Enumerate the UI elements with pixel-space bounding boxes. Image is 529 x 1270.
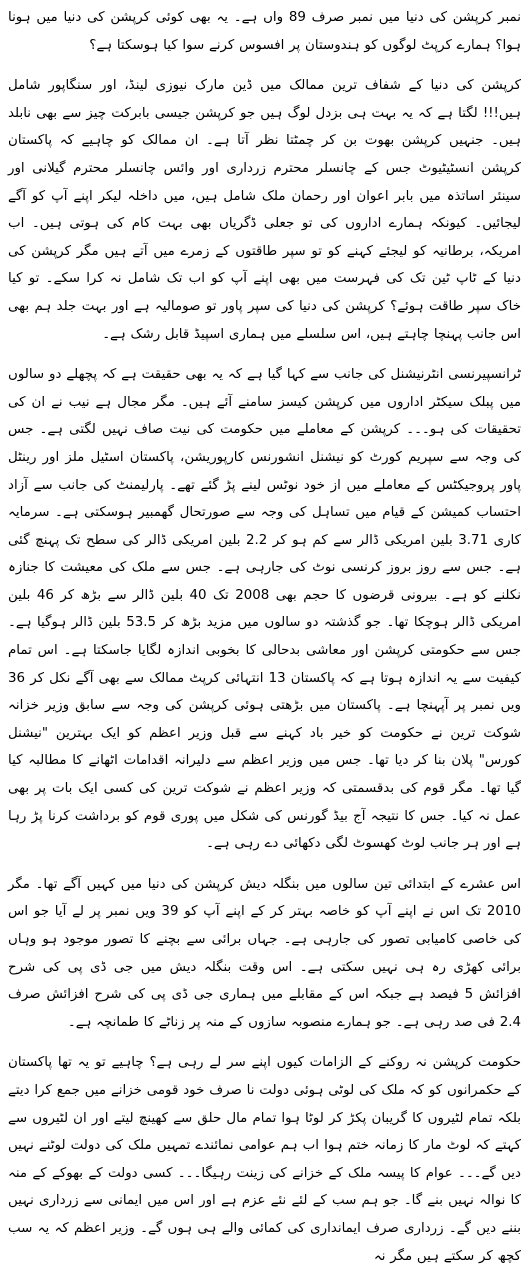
article-paragraph-2: کرپشن کی دنیا کے شفاف ترین ممالک میں ڈین مارک نیوزی لینڈ، اور سنگاپور شامل ہیں!!! لگتا ہے کہ یہ بہت ہی بزدل لوگ ہیں جو کرپشن جیسی بابرکت چیز سے بھی نابلد ہیں۔ جنہیں کرپشن بھوت بن کر چمٹتا نظر آتا ہے۔ ان ممالک کو چاہیے کہ پاکستان کرپشن انسٹیٹیوٹ جس کے چانسلر محترم زرداری اور وائس چانسلر محترم گیلانی اور سینئر اساتذہ میں بابر اعوان اور رحمان ملک شامل ہیں، میں داخلہ لیکر اپنے آپ کو آگے لیجائیں۔ کیونکہ ہمارے اداروں کی تو جعلی ڈگریاں بھی بہت کام کی ہوتی ہیں۔ اب امریکہ، برطانیہ کو لیجئے کہنے کو تو سپر طاقتوں کے زمرے میں آتے ہیں مگر کرپشن کی دنیا کے ٹاپ ٹین تک کی فہرست میں بھی اپنے آپ کو اب تک شامل نہ کرا سکے۔ تو کیا خاک سپر طاقت ہوئے؟ کرپشن کی دنیا کی سپر پاور تو صومالیہ ہے اور بہت جلد ہم بھی اس جانب پہنچا چاہتے ہیں، اس سلسلے میں ہماری اسپیڈ قابل رشک ہے۔ xyxy=(8,78,521,342)
article-paragraph-5: حکومت کرپشن نہ روکنے کے الزامات کیوں اپنے سر لے رہی ہے؟ چاہیے تو یہ تھا پاکستان کے حکمرانوں کو کہ ملک کی لوٹی ہوئی دولت نا صرف خود قومی خزانے میں جمع کرا دیتے بلکہ تمام لٹیروں کا گریبان پکڑ کر لوٹا ہوا تمام مال حلق سے کھینچ لیتے اور ان لٹیروں سے کہتے کہ لوٹ مار کا زمانہ ختم ہوا اب ہم عوامی نمائندے تمہیں ملک کی دولت لوٹنے نہیں دیں گے۔۔۔ عوام کا پیسہ ملک کے خزانے کی زینت رہیگا۔۔۔ کسی دولت کے بھوکے کے منہ کا نوالہ نہیں بنے گا۔ جو ہم سب کے لئے نئے عزم ہے اور اس میں ایمانی سے زرداری نہیں بننے دیں گے۔ زرداری صرف ایمانداری کی کمائی والے ہی ہوں گے۔ وزیر اعظم کہ یہ سب کچھ کر سکتے ہیں مگر نہ xyxy=(8,1055,521,1264)
article-paragraph-1: نمبر کرپشن کی دنیا میں نمبر صرف 89 واں ہے۔ یہ بھی کوئی کرپشن کی دنیا میں ہونا ہوا؟ ہمارے کرپٹ لوگوں کو ہندوستان پر افسوس کرنے سوا کیا ہوسکتا ہے؟ xyxy=(8,10,521,53)
article-paragraph-3: ٹرانسپیرنسی انٹرنیشنل کی جانب سے کہا گیا ہے کہ یہ بھی حقیقت ہے کہ پچھلے دو سالوں میں پبلک سیکٹر اداروں میں کرپشن کیسز سامنے آئے ہیں۔ مگر مجال ہے نیب نے ان کی تحقیقات کی ہو۔۔۔ کرپشن کے معاملے میں حکومت کی نیت صاف نہیں لگتی ہے۔ جس کی وجہ سے سپریم کورٹ کو نیشنل انشورنس کارپوریشن، پاکستان اسٹیل ملز اور رینٹل پاور پروجیکٹس کے معاملے میں از خود نوٹس لینے پڑ گئے تھے۔ پارلیمنٹ کی جانب سے آزاد احتساب کمیشن کے قیام میں تساہل کی وجہ سے صورتحال گھمبیر ہوسکتی ہے۔ سرمایہ کاری 3.71 بلین امریکی ڈالر سے کم ہو کر 2.2 بلین امریکی ڈالر کی سطح تک پہنچ گئی ہے۔ جس سے روز بروز کرنسی نوٹ کی جارہی ہے۔ جس سے ملک کی معیشت کا جنازہ نکلنے کو ہے۔ بیرونی قرضوں کا حجم بھی 2008 تک 40 بلین ڈالر سے بڑھ کر 46 بلین امریکی ڈالر ہوچکا تھا۔ جو گذشتہ دو سالوں میں مزید بڑھ کر 53.5 بلین ڈالر ہوگیا ہے۔ جس سے حکومتی کرپشن اور معاشی بدحالی کا بخوبی اندازہ لگایا جاسکتا ہے۔ اس تمام کیفیت سے یہ اندازہ ہوتا ہے کہ پاکستان 13 انتہائی کرپٹ ممالک سے بھی آگے نکل کر 36 ویں نمبر پر آپہنچا ہے۔ پاکستان میں بڑھتی ہوئی کرپشن کی وجہ سے سابق وزیر خزانہ شوکت ترین نے حکومت کو خیر باد کہنے سے قبل وزیر اعظم کو ایک بہترین "نیشنل کورس" پلان بنا کر دیا تھا۔ جس میں وزیر اعظم سے دلیرانہ اقدامات اٹھانے کا مطالبہ کیا گیا تھا۔ مگر قوم کی بدقسمتی کہ وزیر اعظم نے شوکت ترین کی کسی ایک بات پر بھی عمل نہ کیا۔ جس کا نتیجہ آج بیڈ گورنس کی شکل میں پوری قوم کو برداشت کرنا پڑ رہا ہے اور ہر جانب لوٹ کھسوٹ لگی دکھائی دے رہی ہے۔ xyxy=(8,367,522,852)
article-paragraph-4: اس عشرے کے ابتدائی تین سالوں میں بنگلہ دیش کرپشن کی دنیا میں کہیں آگے تھا۔ مگر 2010 تک اس نے اپنے آپ کو خاصہ بہتر کر کے اپنے آپ کو 39 ویں نمبر پر لے آیا جو اس کی خاصی کامیابی تصور کی جارہی ہے۔ جہاں برائی سے بچنے کا تصور موجود ہو وہاں برائی کھڑی رہ ہی نہیں سکتی ہے۔ اس وقت بنگلہ دیش میں جی ڈی پی کی شرح افزائش 5 فیصد ہے جبکہ اس کے مقابلے میں ہماری جی ڈی پی کی شرح افزائش صرف 2.4 فی صد رہی ہے۔ جو ہمارے منصوبہ سازوں کے منہ پر زناٹے کا طمانچہ ہے۔ xyxy=(8,876,521,1030)
